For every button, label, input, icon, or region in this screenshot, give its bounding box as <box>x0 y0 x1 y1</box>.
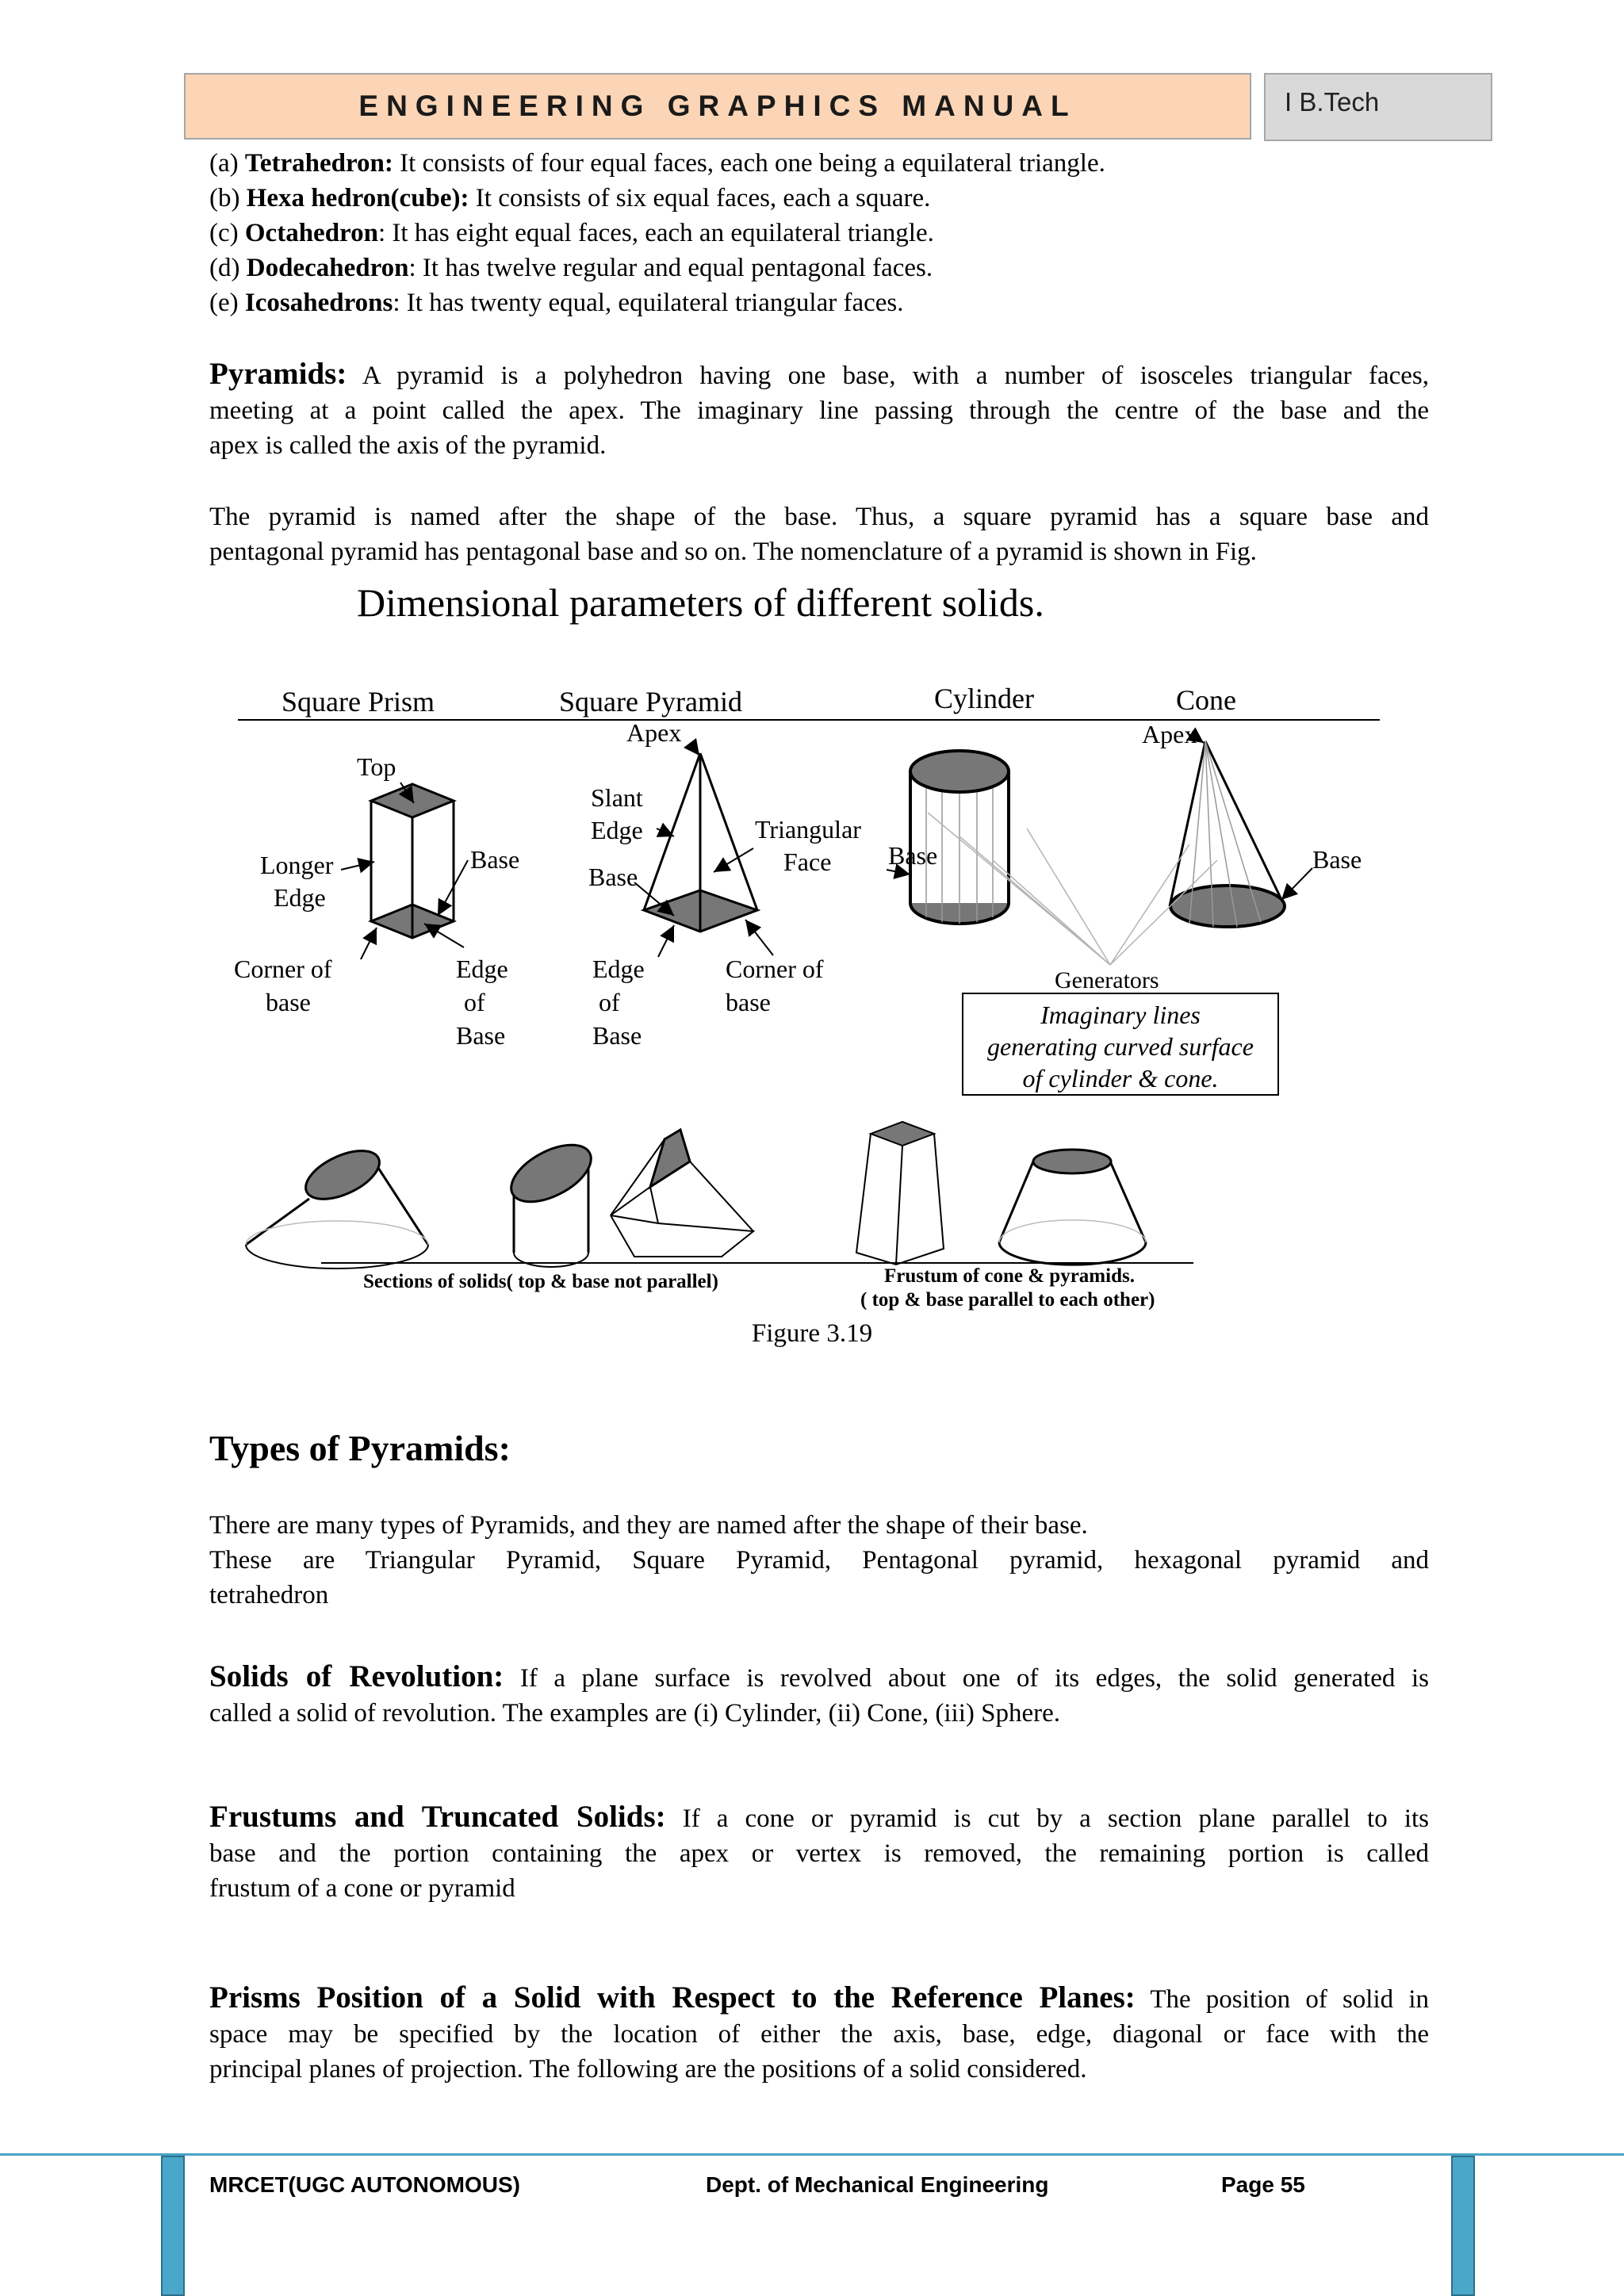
polyhedra-list <box>209 146 1429 320</box>
label-corner-of: Corner of <box>234 955 332 983</box>
label-slant: Slant <box>591 783 643 812</box>
heading-square-prism: Square Prism <box>282 686 435 718</box>
label-cylinder-base: Base <box>888 841 938 870</box>
generators-note-2: generating curved surface <box>987 1032 1254 1061</box>
list-item: (c) Octahedron: It has eight equal faces, each an equilateral triangle. <box>209 219 934 247</box>
positions-paragraph: Prisms Position of a Solid with Respect to the Reference Planes: The position of solid in space may be specified by the location of either the axis, base, edge, diagonal or face with the principal planes of projection. The following are the positions of a solid considered. <box>209 1980 1429 2084</box>
list-item: (b) Hexa hedron(cube): It consists of six equal faces, each a square. <box>209 184 931 212</box>
frustum-cone <box>999 1150 1146 1265</box>
naming-paragraph: The pyramid is named after the shape of the base. Thus, a square pyramid has a square base and pentagonal pyramid has pentagonal base and so on. The nomenclature of a pyramid is shown in Fig. <box>209 503 1429 566</box>
figure-caption: Figure 3.19 <box>751 1319 873 1348</box>
footer-rule <box>0 2153 1624 2156</box>
footer-page: Page 55 <box>1221 2172 1305 2197</box>
list-item: (a) Tetrahedron: It consists of four equal faces, each one being a equilateral triangle. <box>209 149 1105 178</box>
label-generators: Generators <box>1055 967 1159 993</box>
list-item: (d) Dodecahedron: It has twelve regular and equal pentagonal faces. <box>209 254 933 282</box>
label-prism-base: Base <box>470 845 520 874</box>
square-prism-drawing <box>341 783 468 959</box>
pyramids-term: Pyramids: <box>209 357 347 391</box>
label-slant-edge: Edge <box>591 816 643 844</box>
header-title-box <box>184 73 1251 140</box>
label-edge-of-base-2: of <box>464 988 485 1016</box>
frustum-pyramid <box>856 1122 944 1265</box>
label-pyramid-base: Base <box>588 863 638 891</box>
label-pyr-corner: Corner of <box>726 955 824 983</box>
label-pyr-corner-base: base <box>726 988 771 1016</box>
label-longer: Longer <box>260 851 334 879</box>
sections-caption: Sections of solids( top & base not parallel) <box>363 1271 718 1292</box>
footer-college: MRCET(UGC AUTONOMOUS) <box>209 2172 520 2197</box>
label-triangular: Triangular <box>755 815 861 844</box>
footer-right-bar <box>1451 2156 1475 2296</box>
solids-diagram <box>230 575 1396 1328</box>
positions-term: Prisms Position of a Solid with Respect to the Reference Planes: <box>209 1980 1136 2015</box>
header-title: ENGINEERING GRAPHICS MANUAL <box>358 90 1077 122</box>
header-course: I B.Tech <box>1285 87 1380 117</box>
header-course-box <box>1264 73 1492 141</box>
heading-square-pyramid: Square Pyramid <box>559 686 742 718</box>
list-item: (e) Icosahedrons: It has twenty equal, equilateral triangular faces. <box>209 289 904 317</box>
heading-cylinder: Cylinder <box>934 683 1034 714</box>
revolution-term: Solids of Revolution: <box>209 1659 504 1693</box>
cylinder-drawing <box>887 751 1009 924</box>
label-edge-of-base-3: Base <box>456 1021 506 1050</box>
label-triangular-face: Face <box>783 848 832 876</box>
label-pyr-edge-2: of <box>599 988 620 1016</box>
label-corner-base: base <box>266 988 311 1016</box>
frustums-term: Frustums and Truncated Solids: <box>209 1800 666 1834</box>
generators-note-3: of cylinder & cone. <box>1022 1064 1219 1093</box>
heading-cone: Cone <box>1176 684 1236 716</box>
footer-left-bar <box>161 2156 185 2296</box>
label-edge-of-base-1: Edge <box>456 955 508 983</box>
label-cone-apex: Apex <box>1142 720 1197 748</box>
label-longer-edge: Edge <box>274 883 326 912</box>
frustums-paragraph: Frustums and Truncated Solids: If a cone or pyramid is cut by a section plane parallel to its base and the portion containing the apex or vertex is removed, the remaining portion is called frustum of a cone or pyramid <box>209 1800 1429 1903</box>
label-pyr-edge-1: Edge <box>592 955 645 983</box>
solids-figure <box>230 575 1396 1328</box>
label-cone-base: Base <box>1312 845 1362 874</box>
label-pyr-edge-3: Base <box>592 1021 642 1050</box>
types-paragraph: There are many types of Pyramids, and they are named after the shape of their base. These are Triangular Pyramid, Square Pyramid, Pentagonal pyramid, hexagonal pyramid and tetrahedron <box>209 1511 1429 1609</box>
label-top: Top <box>357 752 396 781</box>
section-truncated-cone <box>246 1141 428 1269</box>
label-pyramid-apex: Apex <box>626 718 682 747</box>
footer-dept: Dept. of Mechanical Engineering <box>706 2172 1049 2197</box>
frustum-caption-2: ( top & base parallel to each other) <box>860 1289 1155 1311</box>
square-pyramid-drawing <box>634 743 773 957</box>
frustum-caption: Frustum of cone & pyramids. <box>884 1265 1135 1287</box>
types-heading: Types of Pyramids: <box>209 1428 511 1468</box>
pyramids-paragraph: Pyramids: A pyramid is a polyhedron having one base, with a number of isosceles triangular faces, meeting at a point called the apex. The imaginary line passing through the centre of the base and the apex is called the axis of the pyramid. <box>209 357 1429 460</box>
figure-title: Dimensional parameters of different solids. <box>357 580 1044 625</box>
revolution-paragraph: Solids of Revolution: If a plane surface is revolved about one of its edges, the solid generated is called a solid of revolution. The examples are (i) Cylinder, (ii) Cone, (iii) Sphere. <box>209 1659 1429 1728</box>
section-truncated-cylinder <box>502 1133 599 1267</box>
section-truncated-pyramid <box>611 1130 753 1257</box>
cone-drawing <box>1170 737 1312 927</box>
generators-note-1: Imaginary lines <box>1040 1001 1201 1029</box>
